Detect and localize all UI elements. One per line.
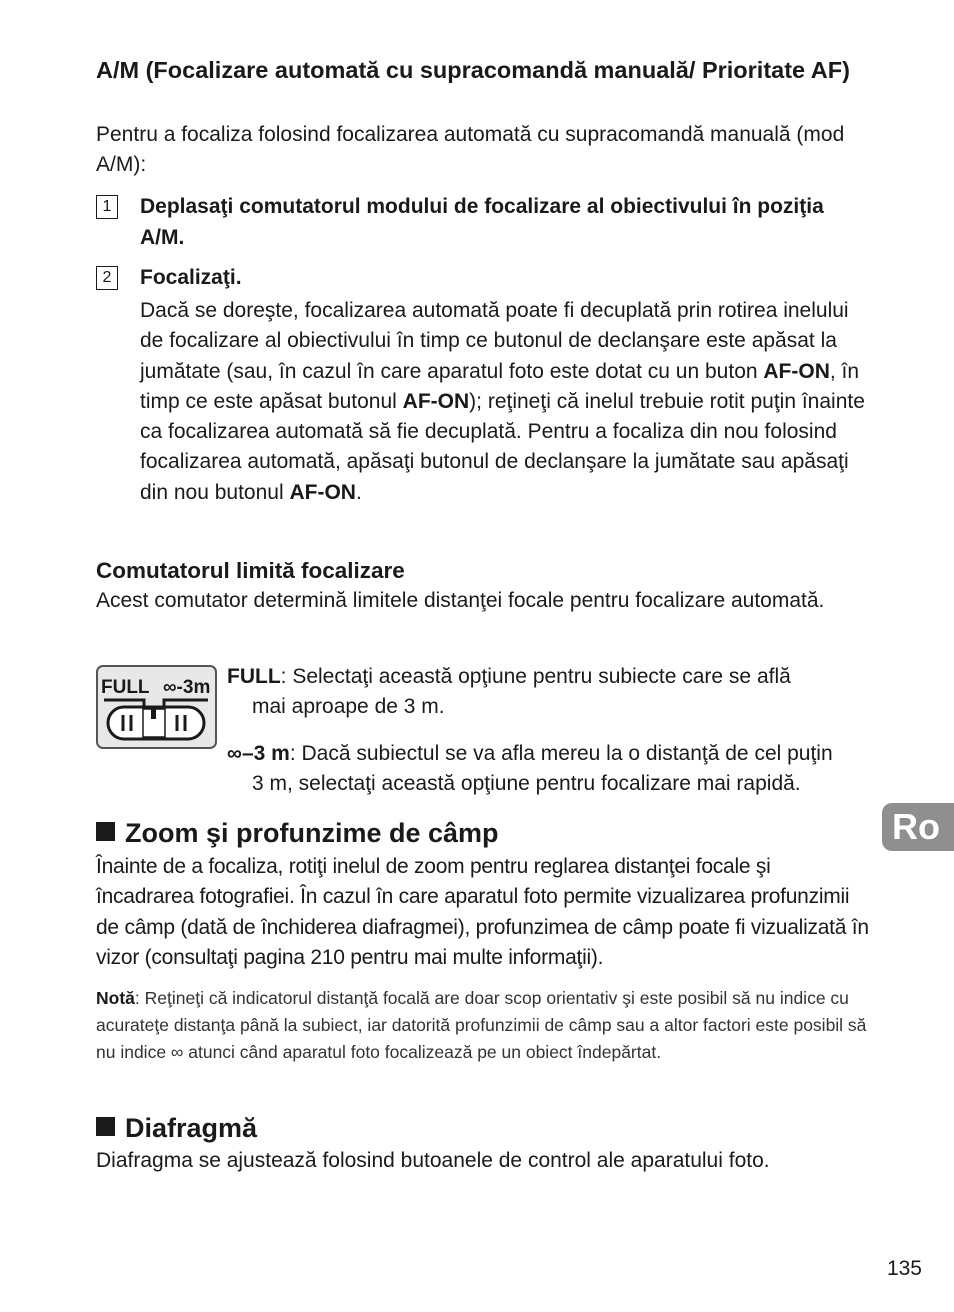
section-heading-aperture: Diafragmă [96, 1112, 257, 1144]
square-bullet-icon [96, 1117, 115, 1136]
af-on-button-label: AF-ON [763, 359, 830, 383]
focus-limit-switch-icon [96, 665, 217, 749]
section-heading-zoom: Zoom şi profunzime de câmp [96, 817, 499, 849]
option-infinity-3m: ∞–3 m: Dacă subiectul se va afla mereu la o distanţă de cel puţin 3 m, selectaţi această opţiune pentru focalizare mai rapidă. [227, 739, 877, 800]
note-text: Notă: Reţineţi că indicatorul distanţă focală are doar scop orientativ şi este posibil să nu indice cu acurateţe distanţa până la subiect, iar datorită profunzimii de câmp sau a altor factori este posibil să nu indice ∞ atunci când aparatul foto focalizează pe un obiect îndepărtat. [96, 988, 867, 1062]
square-bullet-icon [96, 822, 115, 841]
page-number: 135 [886, 1257, 922, 1280]
af-on-button-label: AF-ON [402, 389, 470, 413]
option-label: ∞–3 m [227, 742, 290, 765]
option-label: FULL [227, 665, 281, 688]
aperture-description: Diafragma se ajustează folosind butoanele de control ale aparatului foto. [96, 1149, 770, 1172]
step-1 [96, 191, 866, 253]
step-title: Focalizaţi. [140, 266, 242, 289]
am-intro-text: Pentru a focaliza folosind focalizarea automată cu supracomandă manuală (mod A/M): [96, 123, 845, 177]
switch-label-full: FULL [101, 677, 150, 698]
switch-label-range: ∞-3m [163, 677, 211, 698]
step-number-box: 2 [96, 266, 118, 290]
section-heading-am: A/M (Focalizare automată cu supracomandă manuală/ Prioritate AF) [96, 57, 850, 83]
step-number-box: 1 [96, 195, 118, 219]
option-text-continued: 3 m, selectaţi această opţiune pentru focalizare mai rapidă. [252, 772, 801, 796]
step-2 [96, 262, 866, 508]
step-title: Deplasaţi comutatorul modului de focalizare al obiectivului în poziţia A/M. [140, 195, 824, 249]
af-on-button-label: AF-ON [289, 480, 356, 504]
subheading-focus-limit: Comutatorul limită focalizare [96, 558, 405, 583]
focus-limit-description: Acest comutator determină limitele distanţei focale pentru focalizare automată. [96, 589, 825, 612]
option-text-continued: mai aproape de 3 m. [252, 695, 445, 719]
step-body: Dacă se doreşte, focalizarea automată poate fi decuplată prin rotirea inelului de focalizare al obiectivului în timp ce butonul de declanşare este apăsat la jumătate (sau, în cazul în care aparatul foto este dotat cu un buton AF-ON, în timp ce este apăsat butonul AF-ON); reţineţi că inelul trebuie rotit puţin înainte ca focalizarea automată să fie decuplată. Pentru a focaliza din nou folosind focalizarea automată, apăsaţi butonul de declanşare la jumătate sau apăsaţi din nou butonul AF-ON. [140, 299, 865, 504]
zoom-description: Înainte de a focaliza, rotiţi inelul de zoom pentru reglarea distanţei focale şi încadrarea fotografiei. În cazul în care aparatul foto permite vizualizarea profunzimii de câmp (dată de închiderea diafragmei), profunzimea de câmp poate fi vizualizată în vizor (consultaţi pagina 210 pentru mai multe informaţii). [96, 855, 869, 969]
language-tab: Ro [882, 803, 954, 851]
option-full: FULL: Selectaţi această opţiune pentru subiecte care se află mai aproape de 3 m. [227, 662, 877, 723]
note-label: Notă [96, 988, 135, 1008]
